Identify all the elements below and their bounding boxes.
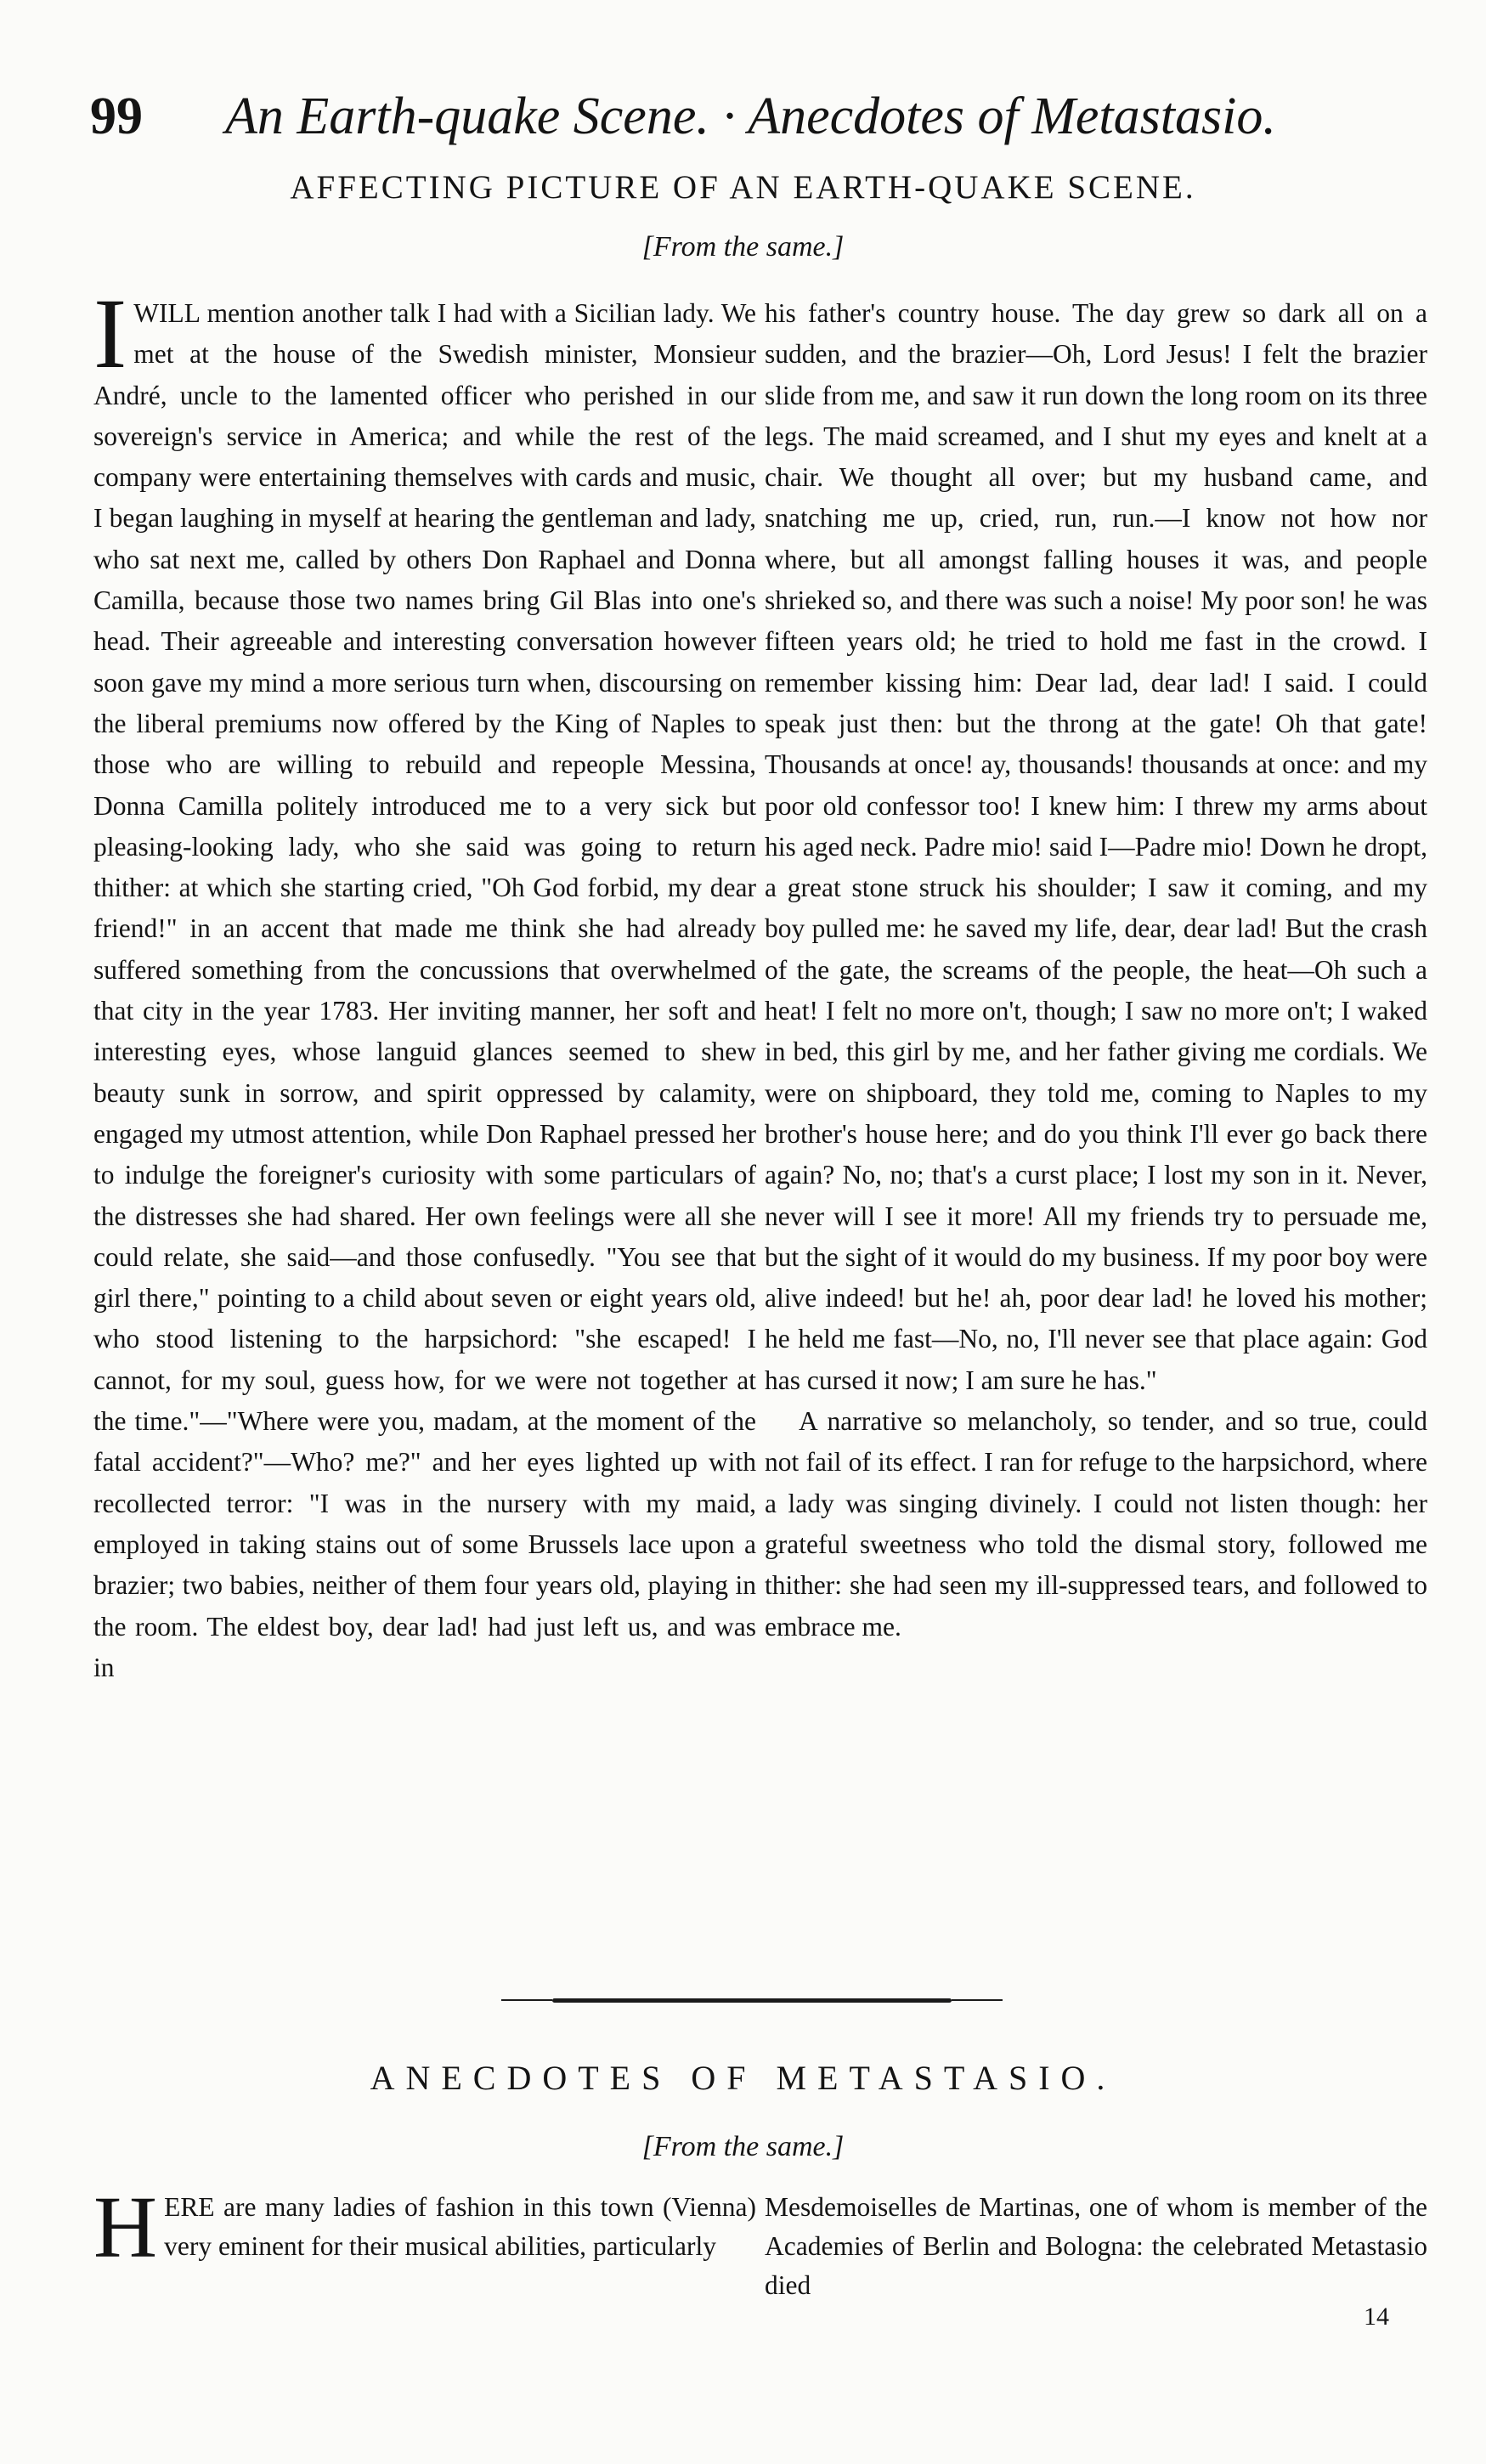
page-number: 99: [90, 88, 143, 145]
drop-cap-2: H: [93, 2179, 158, 2276]
signature-mark: 14: [1364, 2303, 1389, 2331]
article-source: [From the same.]: [641, 231, 845, 263]
running-title: An Earth-quake Scene. · Anecdotes of Metastasio.: [225, 88, 1276, 145]
article2-right-column: [765, 2188, 1427, 2305]
right-column-paragraph-1: his father's country house. The day grew so dark all on a sudden, and the brazier—Oh, Lord Jesus! I felt the brazier slide from me, and saw it run down the long room on its three legs. The maid screamed, and I shut my eyes and knelt at a chair. We thought all over; but my husband came, and snatching me up, cried, run, run.—I know not how nor where, but all amongst falling houses it was, and people shrieked so, and there was such a noise! My poor son! he was fifteen years old; he tried to hold me fast in the crowd. I remember kissing him: Dear lad, dear lad! I said. I could speak just then: but the throng at the gate! Oh that gate! Thousands at once! ay, thousands! thousands at once: and my poor old confessor too! I knew him: I threw my arms about his aged neck. Padre mio! said I—Padre mio! Down he dropt, a great stone struck his shoulder; I saw it coming, and my boy pulled me: he saved my life, dear, dear lad! But the crash of the gate, the screams of the people, the heat—Oh such a heat! I felt no more on't, though; I saw no more on't; I waked in bed, this girl by me, and her father giving me cordials. We were on shipboard, they told me, coming to Naples to my brother's house here; and do you think I'll ever go back there again? No, no; that's a curst place; I lost my son in it. Never, never will I see it more! All my friends try to persuade me, but the sight of it would do my business. If my poor boy were alive indeed! but he! ah, poor dear lad! he loved his mother; he held me fast—No, no, I'll never see that place again: God has cursed it now; I am sure he has.": [765, 298, 1427, 1395]
article-left-column: [93, 278, 756, 1688]
left-column-text: WILL mention another talk I had with a Sicilian lady. We met at the house of the Swedish minister, Monsieur André, uncle to the lamented officer who perished in our sovereign's service in America; and while the rest of the company were entertaining themselves with cards and music, I began laughing in myself at hearing the gentleman and lady, who sat next me, called by others Don Raphael and Donna Camilla, because those two names bring Gil Blas into one's head. Their agreeable and interesting conversation however soon gave my mind a more serious turn when, discoursing on the liberal premiums now offered by the King of Naples to those who are willing to rebuild and repeople Messina, Donna Camilla politely introduced me to a very sick but pleasing-looking lady, who she said was going to return thither: at which she starting cried, "Oh God forbid, my dear friend!" in an accent that made me think she had already suffered something from the concussions that overwhelmed that city in the year 1783. Her inviting manner, her soft and interesting eyes, whose languid glances seemed to shew beauty sunk in sorrow, and spirit oppressed by calamity, engaged my utmost attention, while Don Raphael pressed her to indulge the foreigner's curiosity with some particulars of the distresses she had shared. Her own feelings were all she could relate, she said—and those confusedly. "You see that girl there," pointing to a child about seven or eight years old, who stood listening to the harpsichord: "she escaped! I cannot, for my soul, guess how, for we were not together at the time."—"Where were you, madam, at the moment of the fatal accident?"—Who? me?" and her eyes lighted up with recollected terror: "I was in the nursery with my maid, employed in taking stains out of some Brussels lace upon a brazier; two babies, neither of them four years old, playing in the room. The eldest boy, dear lad! had just left us, and was in: [93, 298, 756, 1682]
article2-left-text: ERE are many ladies of fashion in this town (Vienna) very eminent for their musical abilities, particularly: [164, 2192, 756, 2261]
article-title-2: ANECDOTES OF METASTASIO.: [370, 2059, 1116, 2097]
running-header: [85, 78, 1410, 155]
right-column-paragraph-2: A narrative so melancholy, so tender, and so true, could not fail of its effect. I ran for refuge to the harpsichord, where a lady was singing divinely. I could not listen though: her grateful sweetness who told the dismal story, followed me thither: she had seen my ill-suppressed tears, and followed to embrace me.: [765, 1406, 1427, 1642]
article-title: AFFECTING PICTURE OF AN EARTH-QUAKE SCENE.: [290, 169, 1196, 206]
article-source-2: [From the same.]: [641, 2131, 845, 2162]
article2-right-text: Mesdemoiselles de Martinas, one of whom is member of the Academies of Berlin and Bologna: the celebrated Metastasio died: [765, 2192, 1427, 2300]
section-divider: [552, 1998, 952, 2003]
drop-cap: I: [93, 278, 127, 389]
article-right-column: [765, 293, 1427, 1647]
article2-left-column: [93, 2179, 756, 2276]
